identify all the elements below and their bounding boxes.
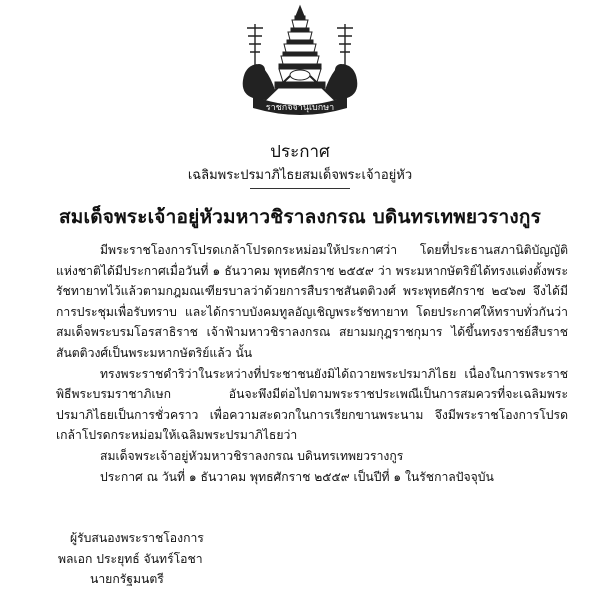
title-divider [250, 188, 350, 189]
announcement-subtitle: เฉลิมพระปรมาภิไธยสมเด็จพระเจ้าอยู่หัว [187, 168, 413, 183]
royal-title: สมเด็จพระเจ้าอยู่หัวมหาวชิราลงกรณ บดินทรเทพยวรางกูร [58, 206, 541, 228]
signatory-name: พลเอก ประยุทธ์ จันทร์โอชา [58, 552, 203, 566]
body-paragraph-1: มีพระราชโองการโปรดเกล้าโปรดกระหม่อมให้ประกาศว่า โดยที่ประธานสภานิติบัญญัติแห่งชาติได้มีประกาศเมื่อวันที่ ๑ ธันวาคม พุทธศักราช ๒๕๕๙ ว่า พระมหากษัตริย์ได้ทรงแต่งตั้งพระรัชทายาทไว้แล้วตามกฎมณเฑียรบาลว่าด้วยการสืบราชสันตติวงศ์ พระพุทธศักราช ๒๔๖๗ จึงได้มีการประชุมเพื่อรับทราบ และได้กราบบังคมทูลอัญเชิญพระรัชทายาท โดยประกาศให้ทราบทั่วกันว่าสมเด็จพระบรมโอรสาธิราช เจ้าฟ้ามหาวชิราลงกรณ สยามมกุฎราชกุมาร ได้ขึ้นทรงราชย์สืบราชสันตติวงศ์เป็นพระมหากษัตริย์แล้ว นั้น [56, 243, 568, 360]
countersign-label: ผู้รับสนองพระราชโองการ [70, 531, 204, 545]
emblem-icon [235, 4, 365, 122]
svg-text:ราชกิจจานุเบกษา: ราชกิจจานุเบกษา [265, 103, 335, 113]
royal-garuda-emblem [235, 4, 365, 122]
announcement-label: ประกาศ [270, 142, 330, 162]
body-paragraph-2: ทรงพระราชดำริว่าในระหว่างที่ประชาชนยังมิได้ถวายพระปรมาภิไธย เนื่องในการพระราชพิธีพระบรมราชาภิเษก อันจะพึงมีต่อไปตามพระราชประเพณีเป็นการสมควรที่จะเฉลิมพระปรมาภิไธยเป็นการชั่วคราว เพื่อความสะดวกในการเรียกขานพระนาม จึงมีพระราชโองการโปรดเกล้าโปรดกระหม่อมให้เฉลิมพระปรมาภิไธยว่า [56, 366, 568, 443]
royal-name-line: สมเด็จพระเจ้าอยู่หัวมหาวชิราลงกรณ บดินทรเทพยวรางกูร [100, 448, 404, 463]
signatory-position: นายกรัฐมนตรี [90, 572, 164, 586]
date-line: ประกาศ ณ วันที่ ๑ ธันวาคม พุทธศักราช ๒๕๕๙ เป็นปีที่ ๑ ในรัชกาลปัจจุบัน [100, 469, 494, 484]
announcement-body [56, 240, 568, 487]
